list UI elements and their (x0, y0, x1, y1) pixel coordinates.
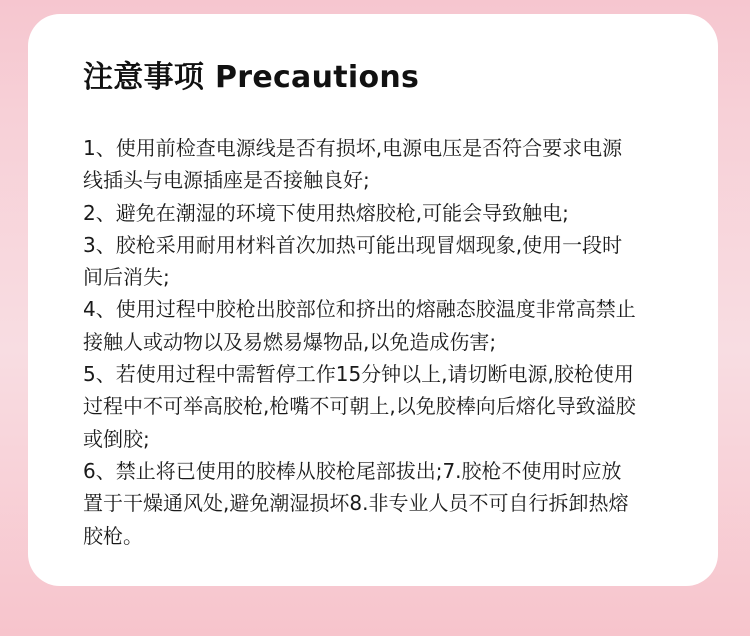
precaution-line: 间后消失; (83, 265, 170, 290)
page-title: 注意事项 Precautions (83, 60, 420, 95)
precaution-line: 线插头与电源插座是否接触良好; (83, 168, 370, 193)
precaution-line: 2、避免在潮湿的环境下使用热熔胶枪,可能会导致触电; (83, 200, 569, 225)
precaution-line: 过程中不可举高胶枪,枪嘴不可朝上,以免胶棒向后熔化导致溢胶 (83, 394, 636, 419)
precaution-line: 6、禁止将已使用的胶棒从胶枪尾部拔出;7.胶枪不使用时应放 (83, 458, 622, 483)
precaution-line: 5、若使用过程中需暂停工作15分钟以上,请切断电源,胶枪使用 (83, 362, 634, 387)
precautions-card (28, 14, 718, 586)
precautions-list (83, 132, 663, 552)
precaution-line: 置于干燥通风处,避免潮湿损坏8.非专业人员不可自行拆卸热熔 (83, 491, 629, 516)
precaution-line: 接触人或动物以及易燃易爆物品,以免造成伤害; (83, 329, 497, 354)
precaution-line: 1、使用前检查电源线是否有损坏,电源电压是否符合要求电源 (83, 136, 623, 160)
precaution-line: 4、使用过程中胶枪出胶部位和挤出的熔融态胶温度非常高禁止 (83, 297, 636, 322)
precaution-line: 或倒胶; (83, 426, 150, 451)
precaution-line: 3、胶枪采用耐用材料首次加热可能出现冒烟现象,使用一段时 (83, 232, 623, 257)
precaution-line: 胶枪。 (83, 523, 143, 548)
